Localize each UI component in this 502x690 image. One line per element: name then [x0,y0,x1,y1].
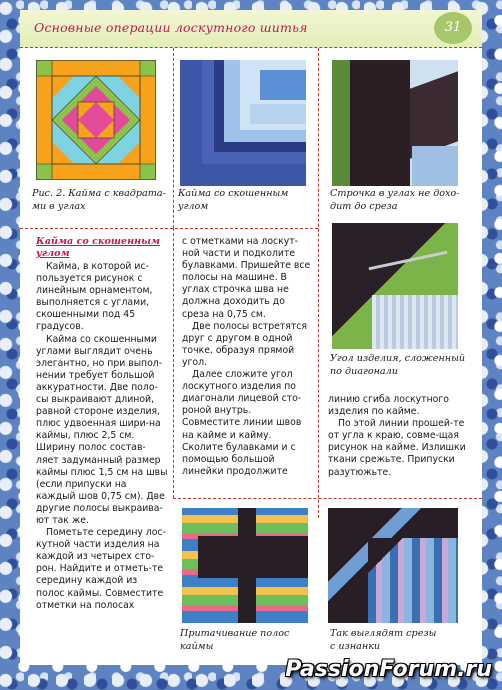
figure-caption: Рис. 2. Кайма с квадрата- ми в углах [32,188,166,212]
paragraph: линию сгиба лоскутного изделия по кайме. [328,394,449,418]
text-column-2 [182,236,312,478]
divider-vertical [173,48,174,228]
section-title: Основные операции лоскутного шитья [34,20,308,35]
figure-caption: Притачивание полос каймы [180,628,290,652]
figure-caption: Кайма со скошенным углом [178,188,289,212]
figure-caption: Угол изделия, сложенный по диагонали [330,353,466,377]
paragraph: Кайма, в которой ис-пользуется рисунок с линейным орнаментом, выполняется с углами, скошенными под 45 градусов. [36,261,153,333]
page-number-badge: 31 [434,12,472,44]
divider-horizontal [173,498,482,499]
divider-horizontal [20,228,318,229]
back-side-photo [328,508,458,623]
paragraph: По этой линии прошей-те от угла к краю, совме-щая рисунок на кайме. Излишки ткани срежьте. Припуски разутюжьте. [328,418,466,478]
diagonal-fold-photo [332,223,458,349]
paragraph: с отметками на лоскут-ной части и подколите булавками. Пришейте все полосы на машине. В углах строчка шва не должна доходить до среза на 0,75 см. [182,236,311,320]
text-column-1 [36,236,168,612]
paragraph: Кайма со скошенными углами выглядит очень элегантно, но при выпол-нении требует большой аккуратности. Две поло-сы выкраивают длиной, равной стороне изделия, плюс удвоенная шири-на каймы, плюс 2,5 см. Ширину полос состав-ляет задуманный размер каймы плюс 1,5 см на швы (если припуски на каждый шов 0,75 см). Две другие полосы выкраива-ют так же. [36,333,168,526]
quilt-block-diagram [36,60,156,180]
paragraph: Пометьте середину лос-кутной части изделия на каждой из четырех сто-рон. Найдите и отметь-те середину каждой из полос каймы. Совместите отметки на полосах [36,527,166,611]
mitered-corner-photo [180,60,306,186]
stitching-photo [332,60,458,186]
paragraph: Две полосы встретятся друг с другом в одной точке, образуя прямой угол. [182,320,307,368]
quilt-block-figure [36,60,156,180]
magazine-page [20,10,482,665]
divider-vertical [173,228,174,498]
divider-vertical [318,48,319,518]
site-watermark: PassionForum.ru [285,657,492,682]
article-subhead: Кайма со скошенным углом [36,236,161,259]
text-column-3 [328,394,468,479]
figure-caption: Так выглядят срезы с изнанки [330,628,437,652]
paragraph: Далее сложите угол лоскутного изделия по диагонали лицевой сто-роной внутрь. Совместите линии швов на кайме и кайму. Сколите булавками и с помощью большой линейки продолжите [182,369,302,477]
attaching-strips-photo [182,508,308,623]
page-header [20,10,482,48]
figure-caption: Строчка в углах не дохо- дит до среза [330,188,460,212]
